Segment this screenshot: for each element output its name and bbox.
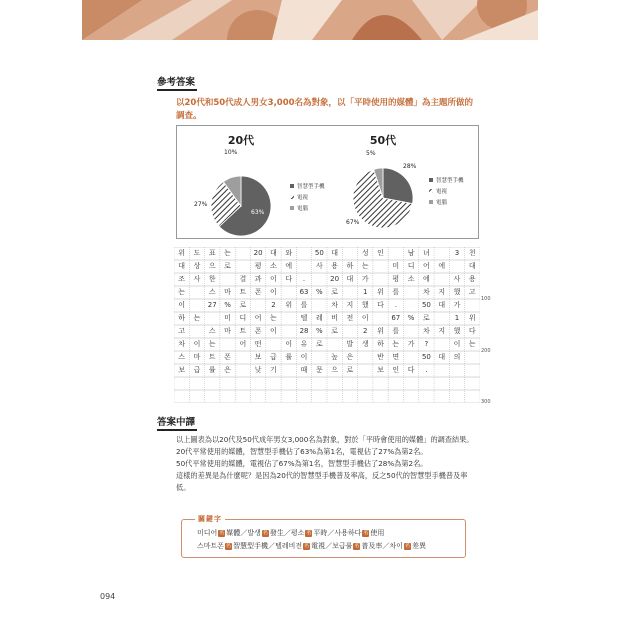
grid-cell: 50 — [314, 249, 324, 257]
grid-cell: 50 — [421, 301, 431, 309]
counter-mark-300: 300 — [481, 399, 491, 405]
keyword-line-1 — [197, 528, 384, 538]
grid-cell: 결 — [239, 275, 247, 283]
grid-cell: 와 — [285, 249, 293, 257]
grid-cell: 로 — [224, 262, 231, 270]
legend-label: 電視 — [436, 189, 448, 195]
grid-cell: 는 — [178, 288, 186, 296]
grid-cell: 이 — [270, 288, 277, 296]
grid-cell: 는 — [193, 314, 201, 322]
pie-label: 5% — [366, 150, 376, 157]
grid-cell: 마 — [193, 353, 201, 361]
grid-cell: 2 — [362, 327, 368, 335]
grid-cell: . — [425, 366, 428, 374]
grid-cell: 대 — [331, 249, 338, 257]
grid-cell: 로 — [423, 314, 430, 322]
legend-swatch — [290, 206, 294, 210]
header-banner — [82, 0, 538, 40]
grid-cell: 고 — [178, 327, 186, 335]
section-translation-title: 答案中譯 — [157, 413, 197, 431]
keyword-chinese: 智慧型手機／ — [233, 542, 276, 550]
grid-cell: 률 — [208, 366, 216, 374]
grid-cell: 차 — [331, 301, 338, 309]
grid-cell: 는 — [270, 314, 277, 322]
grid-row — [174, 312, 480, 325]
grid-cell: 로 — [315, 340, 323, 348]
grid-cell: 은 — [346, 353, 354, 361]
grid-cell: 20 — [253, 249, 263, 257]
grid-cell: 한 — [208, 275, 216, 283]
grid-cell: 위 — [285, 301, 293, 309]
grid-cell: 남 — [407, 249, 415, 257]
grid-cell: 디 — [407, 262, 415, 270]
grid-cell: 으 — [331, 366, 338, 374]
pie-label: 67% — [346, 219, 360, 226]
grid-cell: 레 — [315, 314, 323, 322]
grid-cell: 하 — [178, 314, 186, 322]
grid-cell: 다 — [285, 275, 293, 283]
grid-row — [174, 364, 480, 377]
grid-cell: 이 — [193, 340, 201, 348]
keyword-korean: 미디어 — [197, 529, 218, 537]
keyword-korean: 발생 — [247, 529, 261, 537]
grid-cell: 이 — [270, 327, 277, 335]
grid-cell: 과 — [254, 275, 262, 283]
grid-cell: 가 — [453, 301, 461, 309]
pie-label: 28% — [403, 163, 417, 170]
grid-cell: 유 — [300, 340, 308, 348]
grid-cell: 는 — [392, 340, 400, 348]
grid-cell: 조 — [178, 275, 186, 283]
grid-cell: 다 — [407, 366, 415, 374]
legend-swatch — [429, 178, 433, 182]
grid-cell: 는 — [361, 262, 369, 270]
grid-cell: 위 — [178, 249, 186, 257]
legend-swatch — [429, 200, 433, 204]
grid-cell: 평 — [254, 262, 262, 270]
translation-paragraph: 50代平常使用的媒體，電視佔了67%為第1名，智慧型手機佔了28%為第2名。 — [176, 459, 428, 468]
grid-cell: 다 — [468, 327, 476, 335]
grid-cell: 보 — [178, 366, 186, 374]
keyword-korean: 차이 — [389, 542, 403, 550]
grid-row — [174, 260, 480, 273]
grid-cell: 에 — [438, 262, 446, 270]
grid-cell: 보 — [377, 366, 384, 374]
grid-row — [174, 338, 480, 351]
grid-cell: 으 — [208, 262, 216, 270]
grid-cell: 20 — [330, 275, 340, 283]
grid-cell: 위 — [377, 288, 384, 296]
grid-cell: 소 — [407, 275, 415, 283]
pie-label: 63% — [251, 209, 265, 216]
grid-cell: 트 — [239, 327, 247, 335]
grid-cell: 지 — [438, 288, 446, 296]
grid-cell: 트 — [239, 288, 247, 296]
grid-cell: 대 — [270, 249, 277, 257]
grid-cell: 성 — [361, 249, 369, 257]
grid-cell: % — [407, 314, 415, 322]
grid-cell: 반 — [377, 353, 384, 361]
grid-cell: 트 — [208, 353, 216, 361]
counter-mark-200: 200 — [481, 348, 491, 354]
grid-cell: 대 — [438, 353, 446, 361]
grid-cell: 스 — [208, 327, 216, 335]
grid-cell: % — [224, 301, 231, 309]
grid-cell: 다 — [377, 301, 384, 309]
keyword-chinese: 平時／ — [313, 529, 335, 537]
keyword-box — [181, 514, 466, 558]
grid-cell: 대 — [346, 275, 354, 283]
grid-cell: 비 — [331, 314, 338, 322]
grid-cell: 에 — [285, 262, 293, 270]
grid-cell: 천 — [468, 249, 476, 257]
legend-swatch — [290, 184, 294, 188]
translation-text — [176, 434, 476, 494]
grid-cell: 위 — [468, 314, 476, 322]
grid-row — [174, 299, 480, 312]
grid-cell: 차 — [423, 288, 430, 296]
grid-cell: 의 — [453, 353, 461, 361]
grid-cell: 했 — [361, 301, 369, 309]
grid-cell: 급 — [270, 353, 277, 361]
grid-cell: 고 — [468, 288, 476, 296]
keyword-chinese: 媒體／ — [226, 529, 248, 537]
question-text: 以20代和50代成人男女3,000名為對象，以「平時使用的媒體」為主題所做的調查。 — [176, 98, 474, 121]
legend-label: 電腦 — [297, 206, 309, 212]
essay-text — [174, 247, 480, 377]
pie-title: 50代 — [369, 134, 397, 147]
grid-cell: 보 — [254, 353, 262, 361]
grid-cell: 63 — [299, 288, 309, 296]
grid-cell: 률 — [285, 353, 293, 361]
grid-cell: 표 — [208, 249, 216, 257]
grid-cell: 사 — [315, 262, 323, 270]
counter-mark-100: 100 — [481, 296, 491, 302]
grid-cell: 텔 — [300, 314, 308, 322]
grid-cell: 소 — [270, 262, 277, 270]
pie-label: 27% — [194, 201, 208, 208]
grid-cell: 이 — [453, 340, 461, 348]
grid-row — [174, 247, 480, 260]
grid-cell: 사 — [193, 275, 201, 283]
legend-label: 電視 — [297, 195, 309, 201]
grid-cell: 3 — [454, 249, 460, 257]
keyword-chinese: 發生／ — [269, 529, 291, 537]
grid-cell: % — [315, 288, 323, 296]
grid-cell: 어 — [254, 314, 262, 322]
keyword-line-2 — [197, 541, 426, 551]
grid-cell: 스 — [178, 353, 186, 361]
grid-cell: . — [394, 301, 397, 309]
grid-cell: 용 — [468, 275, 476, 283]
grid-cell: 했 — [453, 327, 461, 335]
grid-cell: 폰 — [224, 353, 231, 361]
grid-cell: 인 — [392, 366, 400, 374]
grid-cell: 생 — [361, 340, 369, 348]
grid-cell: 1 — [362, 288, 368, 296]
translation-paragraph: 以上圖表為以20代及50代成年男女3,000名為對象，對於「平時會使用的媒體」的調查結果。20代平常使用的媒體，智慧型手機佔了63%為第1名，電視佔了27%為第2名。 — [176, 435, 474, 456]
grid-cell: 인 — [377, 249, 384, 257]
legend-swatch — [429, 189, 433, 193]
page-number: 094 — [100, 592, 116, 601]
grid-cell: 사 — [453, 275, 461, 283]
grid-cell: 50 — [421, 353, 431, 361]
grid-cell: 를 — [392, 327, 400, 335]
noun-marker: 名 — [306, 530, 312, 536]
grid-cell: 기 — [270, 366, 277, 374]
banner-pattern — [82, 0, 538, 40]
keyword-korean: 스마트폰 — [197, 542, 225, 550]
keyword-chinese: 使用 — [370, 529, 385, 537]
grid-cell: 미 — [392, 262, 400, 270]
grid-cell: 로 — [331, 288, 338, 296]
manuscript-grid — [174, 247, 480, 403]
legend-swatch — [290, 195, 294, 199]
grid-cell: 는 — [208, 340, 216, 348]
keyword-frame — [181, 519, 466, 558]
grid-cell: 미 — [224, 314, 231, 322]
keyword-korean: 평소 — [290, 529, 305, 537]
noun-marker: 名 — [354, 543, 360, 549]
keyword-chinese: 普及率／ — [361, 542, 390, 550]
grid-cell: 면 — [392, 353, 400, 361]
grid-cell: 하 — [346, 262, 354, 270]
grid-cell: 떤 — [254, 340, 262, 348]
grid-cell: 67 — [391, 314, 401, 322]
grid-cell: 어 — [423, 262, 430, 270]
grid-cell: 이 — [178, 301, 186, 309]
grid-cell: 로 — [239, 301, 247, 309]
pie-charts — [177, 126, 480, 240]
grid-cell: 이 — [285, 340, 293, 348]
grid-cell: 용 — [331, 262, 338, 270]
grid-cell: 는 — [468, 340, 476, 348]
grid-cell: 이 — [300, 353, 308, 361]
grid-cell: 이 — [270, 275, 277, 283]
grid-cell: 차 — [178, 340, 186, 348]
grid-cell: 도 — [193, 249, 201, 257]
pie-slice — [383, 168, 413, 204]
noun-marker: 名 — [304, 543, 310, 549]
grid-cell: 이 — [361, 314, 369, 322]
keyword-chinese: 差異 — [411, 542, 426, 550]
grid-cell: 28 — [299, 327, 309, 335]
grid-cell: 2 — [271, 301, 276, 309]
chart-panel — [176, 125, 479, 239]
grid-cell: 대 — [468, 262, 476, 270]
grid-cell: 위 — [377, 327, 384, 335]
grid-cell: 마 — [224, 327, 231, 335]
grid-cell: 스 — [208, 288, 216, 296]
grid-cell: . — [302, 275, 306, 283]
grid-cell: 로 — [346, 366, 354, 374]
grid-cell: 은 — [224, 366, 231, 374]
grid-cell: 대 — [178, 262, 186, 270]
noun-marker: 名 — [363, 530, 369, 536]
noun-marker: 名 — [226, 543, 232, 549]
grid-row — [174, 286, 480, 299]
grid-cell: 때 — [300, 366, 308, 374]
grid-cell: 에 — [423, 275, 430, 283]
grid-cell: 차 — [423, 327, 430, 335]
grid-cell: 지 — [346, 301, 354, 309]
keyword-korean: 보급률 — [332, 542, 353, 550]
grid-cell: 27 — [207, 301, 217, 309]
grid-cell: 가 — [407, 340, 415, 348]
section-answer-title: 參考答案 — [157, 73, 197, 91]
grid-row — [174, 351, 480, 364]
grid-cell: 1 — [454, 314, 460, 322]
grid-cell: 상 — [193, 262, 201, 270]
legend-label: 智慧型手機 — [297, 184, 325, 190]
grid-cell: 어 — [239, 340, 247, 348]
grid-cell: 녀 — [423, 249, 430, 257]
grid-cell: 디 — [239, 314, 247, 322]
keyword-chinese: 電視／ — [311, 542, 333, 550]
grid-cell: 를 — [300, 301, 308, 309]
grid-cell: 문 — [315, 366, 323, 374]
grid-cell: 로 — [331, 327, 338, 335]
keyword-title: 關鍵字 — [195, 514, 225, 524]
legend-label: 智慧型手機 — [436, 178, 464, 184]
noun-marker: 名 — [262, 530, 268, 536]
grid-cell: 폰 — [254, 288, 262, 296]
keyword-korean: 사용하다 — [334, 529, 362, 537]
grid-cell: 급 — [193, 366, 201, 374]
pie-title: 20代 — [227, 134, 255, 147]
grid-cell: 평 — [392, 275, 400, 283]
translation-paragraph: 這樣的差異是為什麼呢？是因為20代的智慧型手機普及率高，反之50代的智慧型手機普及率低。 — [176, 471, 468, 492]
noun-marker: 名 — [219, 530, 225, 536]
grid-cell: 폰 — [254, 327, 262, 335]
grid-cell: 전 — [346, 314, 354, 322]
grid-cell: 는 — [224, 249, 231, 257]
grid-cell: 대 — [438, 301, 446, 309]
grid-cell: 했 — [453, 288, 461, 296]
grid-cell: 지 — [438, 327, 446, 335]
noun-marker: 名 — [404, 543, 410, 549]
grid-cell: 마 — [224, 288, 231, 296]
pie-label: 10% — [224, 149, 238, 156]
grid-row — [174, 325, 480, 338]
keyword-korean: 텔레비전 — [275, 542, 303, 550]
grid-cell: 가 — [361, 275, 369, 283]
grid-cell: ? — [424, 340, 429, 348]
grid-row — [174, 273, 480, 286]
grid-cell: 낮 — [254, 366, 262, 374]
grid-cell: 높 — [331, 353, 338, 361]
grid-cell: % — [315, 327, 323, 335]
legend-label: 電腦 — [436, 200, 448, 206]
grid-cell: 하 — [377, 340, 384, 348]
grid-cell: 를 — [392, 288, 400, 296]
grid-cell: 발 — [346, 340, 354, 348]
